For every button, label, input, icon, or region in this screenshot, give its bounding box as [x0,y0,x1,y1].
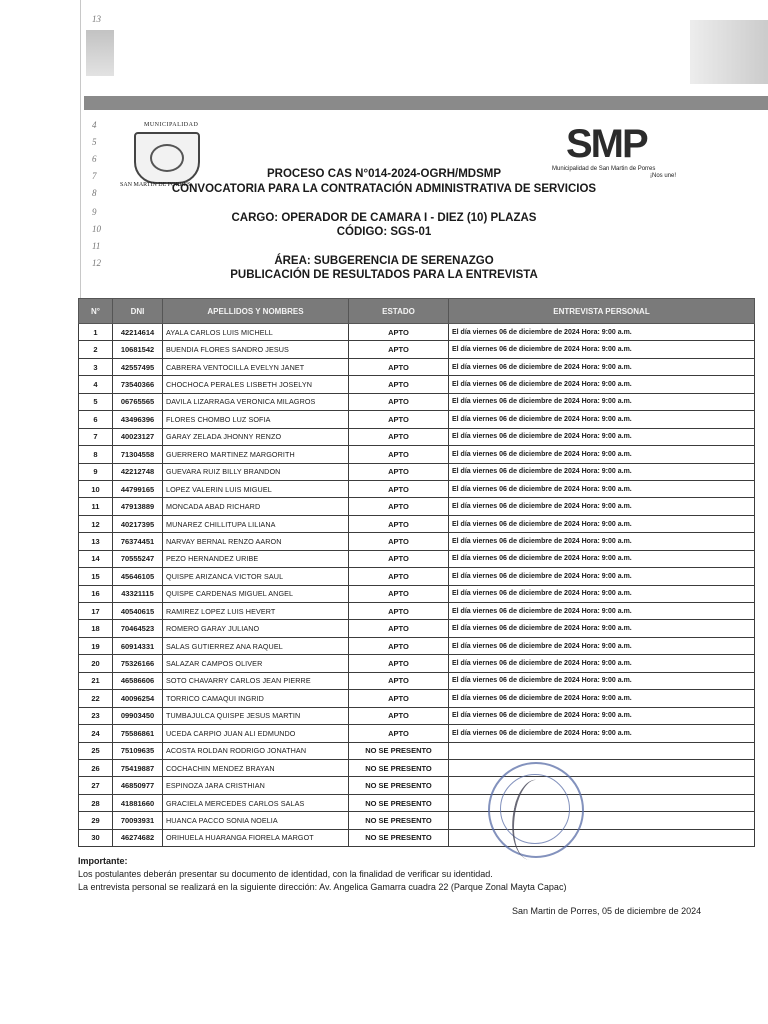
table-row [79,812,755,829]
row-number: 12 [79,515,113,532]
row-dni: 40023127 [113,428,163,445]
column-header-dni: DNI [113,299,163,324]
row-interview [449,759,755,776]
row-dni: 09903450 [113,707,163,724]
row-status: APTO [349,637,449,654]
place-and-date: San Martin de Porres, 05 de diciembre de 2024 [512,906,702,916]
row-number: 11 [79,498,113,515]
row-full-name: GUERRERO MARTINEZ MARGORITH [163,446,349,463]
row-number: 17 [79,603,113,620]
row-dni: 76374451 [113,533,163,550]
row-status: NO SE PRESENTO [349,777,449,794]
row-status: APTO [349,568,449,585]
row-full-name: GUEVARA RUIZ BILLY BRANDON [163,463,349,480]
row-interview: El día viernes 06 de diciembre de 2024 Hora: 9:00 a.m. [449,550,755,567]
row-status: APTO [349,411,449,428]
municipal-seal-logo [118,122,210,192]
row-number: 28 [79,794,113,811]
table-header-row [79,299,755,324]
notes-line: La entrevista personal se realizará en la siguiente dirección: Av. Angelica Gamarra cuadra 22 (Parque Zonal Mayta Capac) [78,882,567,892]
row-status: APTO [349,533,449,550]
row-number: 16 [79,585,113,602]
table-row [79,358,755,375]
row-dni: 42214614 [113,324,163,341]
row-interview: El día viernes 06 de diciembre de 2024 Hora: 9:00 a.m. [449,672,755,689]
table-row [79,672,755,689]
row-number: 25 [79,742,113,759]
row-number: 30 [79,829,113,846]
row-dni: 43496396 [113,411,163,428]
logo-bottom-text: SAN MARTIN DE PORRES [120,182,191,188]
row-dni: 75109635 [113,742,163,759]
table-row [79,498,755,515]
table-row [79,428,755,445]
table-row [79,393,755,410]
row-interview: El día viernes 06 de diciembre de 2024 Hora: 9:00 a.m. [449,324,755,341]
row-number: 22 [79,690,113,707]
row-number: 24 [79,725,113,742]
row-status: APTO [349,463,449,480]
scan-strip [84,96,768,110]
row-number: 21 [79,672,113,689]
row-dni: 46274682 [113,829,163,846]
call-title: CONVOCATORIA PARA LA CONTRATACIÓN ADMINISTRATIVA DE SERVICIOS [171,183,597,195]
row-full-name: QUISPE CARDENAS MIGUEL ANGEL [163,585,349,602]
row-interview: El día viernes 06 de diciembre de 2024 Hora: 9:00 a.m. [449,393,755,410]
table-row [79,637,755,654]
row-dni: 71304558 [113,446,163,463]
position-code: CÓDIGO: SGS-01 [336,226,432,238]
scan-shadow-right [690,20,768,84]
row-status: APTO [349,358,449,375]
row-dni: 40096254 [113,690,163,707]
row-full-name: HUANCA PACCO SONIA NOELIA [163,812,349,829]
row-full-name: LOPEZ VALERIN LUIS MIGUEL [163,480,349,497]
row-interview [449,742,755,759]
row-full-name: CHOCHOCA PERALES LISBETH JOSELYN [163,376,349,393]
row-dni: 10681542 [113,341,163,358]
table-row [79,568,755,585]
table-row [79,411,755,428]
margin-number: 9 [92,207,97,217]
row-full-name: GRACIELA MERCEDES CARLOS SALAS [163,794,349,811]
column-header-name: APELLIDOS Y NOMBRES [163,299,349,324]
table-row [79,463,755,480]
row-dni: 70555247 [113,550,163,567]
row-status: APTO [349,550,449,567]
row-dni: 70464523 [113,620,163,637]
row-number: 1 [79,324,113,341]
row-status: APTO [349,324,449,341]
row-dni: 75586861 [113,725,163,742]
row-full-name: RAMIREZ LOPEZ LUIS HEVERT [163,603,349,620]
row-status: APTO [349,480,449,497]
row-number: 15 [79,568,113,585]
row-full-name: COCHACHIN MENDEZ BRAYAN [163,759,349,776]
row-interview: El día viernes 06 de diciembre de 2024 Hora: 9:00 a.m. [449,725,755,742]
row-status: APTO [349,707,449,724]
column-header-interview: ENTREVISTA PERSONAL [449,299,755,324]
table-row [79,829,755,846]
row-dni: 73540366 [113,376,163,393]
row-status: APTO [349,498,449,515]
position-title: CARGO: OPERADOR DE CAMARA I - DIEZ (10) PLAZAS [231,212,537,224]
table-row [79,707,755,724]
row-dni: 40217395 [113,515,163,532]
smp-slogan: ¡Nos une! [650,173,677,179]
table-row [79,620,755,637]
row-interview: El día viernes 06 de diciembre de 2024 Hora: 9:00 a.m. [449,463,755,480]
row-full-name: SALAS GUTIERREZ ANA RAQUEL [163,637,349,654]
row-status: APTO [349,603,449,620]
row-status: APTO [349,428,449,445]
row-dni: 43321115 [113,585,163,602]
results-table [78,298,755,847]
row-full-name: TUMBAJULCA QUISPE JESUS MARTIN [163,707,349,724]
row-dni: 44799165 [113,480,163,497]
row-number: 13 [79,533,113,550]
margin-number: 13 [92,14,101,24]
margin-number: 4 [92,120,97,130]
row-status: APTO [349,446,449,463]
row-number: 2 [79,341,113,358]
smp-letters: SMP [566,122,647,166]
table-row [79,655,755,672]
row-number: 29 [79,812,113,829]
notes-line: Los postulantes deberán presentar su documento de identidad, con la finalidad de verificar su identidad. [78,869,493,879]
row-interview: El día viernes 06 de diciembre de 2024 Hora: 9:00 a.m. [449,707,755,724]
row-number: 14 [79,550,113,567]
column-header-number: N° [79,299,113,324]
table-row [79,603,755,620]
table-row [79,742,755,759]
row-status: NO SE PRESENTO [349,794,449,811]
table-row [79,585,755,602]
margin-number: 7 [92,171,97,181]
row-dni: 40540615 [113,603,163,620]
row-interview: El día viernes 06 de diciembre de 2024 Hora: 9:00 a.m. [449,603,755,620]
row-dni: 06765565 [113,393,163,410]
row-interview: El día viernes 06 de diciembre de 2024 Hora: 9:00 a.m. [449,446,755,463]
row-dni: 46850977 [113,777,163,794]
row-interview: El día viernes 06 de diciembre de 2024 Hora: 9:00 a.m. [449,690,755,707]
row-status: NO SE PRESENTO [349,742,449,759]
row-number: 3 [79,358,113,375]
row-status: APTO [349,690,449,707]
row-status: NO SE PRESENTO [349,759,449,776]
table-row [79,794,755,811]
row-interview: El día viernes 06 de diciembre de 2024 Hora: 9:00 a.m. [449,585,755,602]
table-row [79,324,755,341]
row-dni: 75326166 [113,655,163,672]
row-status: APTO [349,620,449,637]
row-number: 6 [79,411,113,428]
row-full-name: TORRICO CAMAQUI INGRID [163,690,349,707]
row-dni: 75419887 [113,759,163,776]
smp-tagline: Municipalidad de San Martin de Porres [552,166,656,172]
row-status: NO SE PRESENTO [349,829,449,846]
row-interview: El día viernes 06 de diciembre de 2024 Hora: 9:00 a.m. [449,655,755,672]
row-interview: El día viernes 06 de diciembre de 2024 Hora: 9:00 a.m. [449,533,755,550]
margin-number: 5 [92,137,97,147]
row-status: APTO [349,585,449,602]
table-row [79,480,755,497]
row-number: 23 [79,707,113,724]
row-number: 27 [79,777,113,794]
row-dni: 47913889 [113,498,163,515]
row-status: APTO [349,655,449,672]
row-number: 7 [79,428,113,445]
publication-title: PUBLICACIÓN DE RESULTADOS PARA LA ENTREVISTA [230,269,538,281]
row-interview: El día viernes 06 de diciembre de 2024 Hora: 9:00 a.m. [449,498,755,515]
row-interview: El día viernes 06 de diciembre de 2024 Hora: 9:00 a.m. [449,637,755,654]
table-row [79,550,755,567]
row-status: APTO [349,672,449,689]
column-header-status: ESTADO [349,299,449,324]
margin-number: 10 [92,224,101,234]
row-number: 9 [79,463,113,480]
row-dni: 42557495 [113,358,163,375]
table-row [79,376,755,393]
row-number: 18 [79,620,113,637]
row-dni: 42212748 [113,463,163,480]
area-title: ÁREA: SUBGERENCIA DE SERENAZGO [274,255,494,267]
table-row [79,515,755,532]
row-status: APTO [349,515,449,532]
row-status: APTO [349,393,449,410]
row-number: 4 [79,376,113,393]
row-full-name: ESPINOZA JARA CRISTHIAN [163,777,349,794]
row-full-name: PEZO HERNANDEZ URIBE [163,550,349,567]
row-interview: El día viernes 06 de diciembre de 2024 Hora: 9:00 a.m. [449,411,755,428]
row-full-name: UCEDA CARPIO JUAN ALI EDMUNDO [163,725,349,742]
table-row [79,690,755,707]
scan-shadow-top [86,30,114,76]
row-interview: El día viernes 06 de diciembre de 2024 Hora: 9:00 a.m. [449,480,755,497]
row-full-name: DAVILA LIZARRAGA VERONICA MILAGROS [163,393,349,410]
table-row [79,446,755,463]
row-full-name: FLORES CHOMBO LUZ SOFIA [163,411,349,428]
row-interview: El día viernes 06 de diciembre de 2024 Hora: 9:00 a.m. [449,376,755,393]
row-dni: 46586606 [113,672,163,689]
important-notes [78,855,566,894]
row-full-name: MONCADA ABAD RICHARD [163,498,349,515]
row-full-name: MUNAREZ CHILLITUPA LILIANA [163,515,349,532]
row-interview: El día viernes 06 de diciembre de 2024 Hora: 9:00 a.m. [449,358,755,375]
row-status: APTO [349,376,449,393]
row-full-name: NARVAY BERNAL RENZO AARON [163,533,349,550]
row-number: 5 [79,393,113,410]
table-row [79,533,755,550]
row-full-name: SALAZAR CAMPOS OLIVER [163,655,349,672]
margin-number: 12 [92,258,101,268]
row-dni: 60914331 [113,637,163,654]
row-status: APTO [349,341,449,358]
notes-title: Importante: [78,856,128,866]
row-number: 19 [79,637,113,654]
margin-number: 11 [92,241,101,251]
process-title: PROCESO CAS N°014-2024-OGRH/MDSMP [266,168,501,180]
row-full-name: ACOSTA ROLDAN RODRIGO JONATHAN [163,742,349,759]
row-dni: 41881660 [113,794,163,811]
logo-top-text: MUNICIPALIDAD [144,122,199,128]
row-number: 26 [79,759,113,776]
table-row [79,759,755,776]
row-number: 8 [79,446,113,463]
row-status: APTO [349,725,449,742]
row-interview: El día viernes 06 de diciembre de 2024 Hora: 9:00 a.m. [449,568,755,585]
row-full-name: ROMERO GARAY JULIANO [163,620,349,637]
row-dni: 70093931 [113,812,163,829]
margin-number: 8 [92,188,97,198]
row-dni: 45646105 [113,568,163,585]
row-status: NO SE PRESENTO [349,812,449,829]
row-full-name: CABRERA VENTOCILLA EVELYN JANET [163,358,349,375]
row-interview: El día viernes 06 de diciembre de 2024 Hora: 9:00 a.m. [449,428,755,445]
table-row [79,725,755,742]
row-interview: El día viernes 06 de diciembre de 2024 Hora: 9:00 a.m. [449,341,755,358]
row-number: 10 [79,480,113,497]
row-full-name: AYALA CARLOS LUIS MICHELL [163,324,349,341]
row-full-name: BUENDIA FLORES SANDRO JESUS [163,341,349,358]
row-full-name: QUISPE ARIZANCA VICTOR SAUL [163,568,349,585]
row-full-name: SOTO CHAVARRY CARLOS JEAN PIERRE [163,672,349,689]
margin-number: 6 [92,154,97,164]
row-interview: El día viernes 06 de diciembre de 2024 Hora: 9:00 a.m. [449,620,755,637]
row-full-name: GARAY ZELADA JHONNY RENZO [163,428,349,445]
row-full-name: ORIHUELA HUARANGA FIORELA MARGOT [163,829,349,846]
row-number: 20 [79,655,113,672]
table-row [79,777,755,794]
row-interview: El día viernes 06 de diciembre de 2024 Hora: 9:00 a.m. [449,515,755,532]
table-row [79,341,755,358]
